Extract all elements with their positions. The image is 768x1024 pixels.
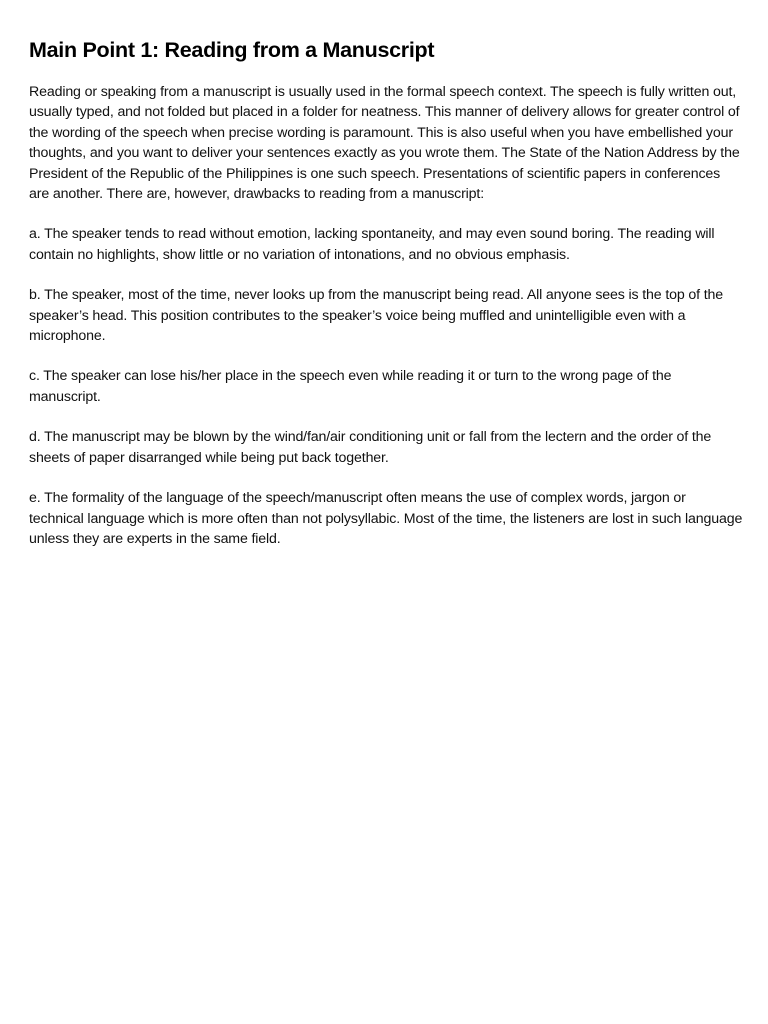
drawback-point-a: a. The speaker tends to read without emotion, lacking spontaneity, and may even sound boring. The reading will contain no highlights, show little or no variation of intonations, and no obvious emphasis.: [29, 226, 715, 263]
drawback-point-c: c. The speaker can lose his/her place in the speech even while reading it or turn to the wrong page of the manuscript.: [29, 368, 672, 405]
page-title: Main Point 1: Reading from a Manuscript: [29, 38, 435, 62]
drawback-point-e: e. The formality of the language of the speech/manuscript often means the use of complex words, jargon or technical language which is more often than not polysyllabic. Most of the time, the listeners are lost in such language unless they are experts in the same field.: [29, 490, 743, 547]
drawback-point-b: b. The speaker, most of the time, never looks up from the manuscript being read. All anyone sees is the top of the speaker’s head. This position contributes to the speaker’s voice being muffled and unintelligible even with a microphone.: [29, 287, 723, 345]
drawback-point-d: d. The manuscript may be blown by the wind/fan/air conditioning unit or fall from the lectern and the order of the sheets of paper disarranged while being put back together.: [29, 429, 712, 466]
document-page: [29, 36, 743, 549]
intro-paragraph: Reading or speaking from a manuscript is usually used in the formal speech context. The speech is fully written out, usually typed, and not folded but placed in a folder for neatness. This manner of delivery allows for greater control of the wording of the speech when precise wording is paramount. This is also useful when you have embellished your thoughts, and you want to deliver your sentences exactly as you wrote them. The State of the Nation Address by the President of the Republic of the Philippines is one such speech. Presentations of scientific papers in conferences are another. There are, however, drawbacks to reading from a manuscript:: [29, 84, 740, 203]
